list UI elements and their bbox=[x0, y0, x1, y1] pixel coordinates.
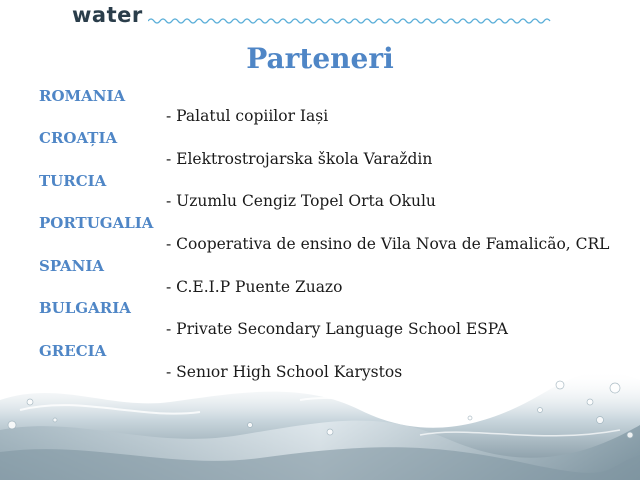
partner-school: - Palatul copiilor Iași bbox=[166, 107, 329, 125]
page-title: Parteneri bbox=[246, 42, 394, 75]
partner-school: - C.E.I.P Puente Zuazo bbox=[166, 278, 343, 296]
country-label: TURCIA bbox=[39, 172, 107, 190]
wave-line-decoration bbox=[148, 16, 558, 26]
country-label: BULGARIA bbox=[39, 299, 131, 317]
partner-school: - Elektrostrojarska škola Varaždin bbox=[166, 150, 433, 168]
partner-school: - Uzumlu Cengiz Topel Orta Okulu bbox=[166, 192, 436, 210]
partner-school: - Cooperativa de ensino de Vila Nova de Famalicão, CRL bbox=[166, 235, 610, 253]
header bbox=[0, 0, 640, 34]
logo: water bbox=[72, 3, 143, 27]
partner-school: - Senıor High School Karystos bbox=[166, 363, 403, 381]
partner-school: - Private Secondary Language School ESPA bbox=[166, 320, 508, 338]
country-label: CROAȚIA bbox=[39, 129, 118, 147]
country-label: GRECIA bbox=[39, 342, 107, 360]
country-label: PORTUGALIA bbox=[39, 214, 154, 232]
country-label: ROMANIA bbox=[39, 87, 126, 105]
country-label: SPANIA bbox=[39, 257, 105, 275]
water-splash-image bbox=[0, 340, 640, 480]
